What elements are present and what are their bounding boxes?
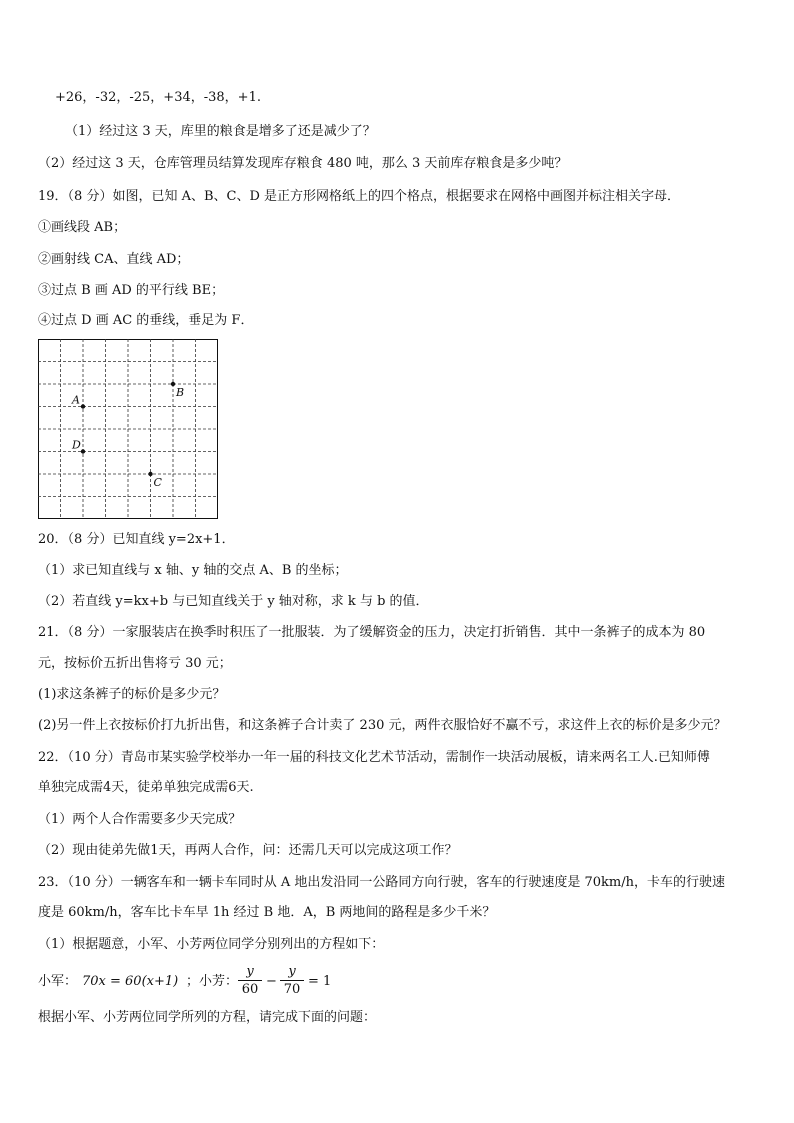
question-23-cont: 度是 60km/h，客车比卡车早 1h 经过 B 地．A，B 两地间的路程是多少千米？ <box>38 905 496 920</box>
grid-point-d <box>81 449 85 453</box>
question-21: 21．（8 分）一家服装店在换季时积压了一批服装．为了缓解资金的压力，决定打折销售．其中一条裤子的成本为 80 <box>38 625 706 640</box>
grid-point-label-c: C <box>153 476 162 489</box>
question-22: 22．（10 分）青岛市某实验学校举办一年一届的科技文化艺术节活动，需制作一块活动展板，请来两名工人.已知师傅 <box>38 750 710 765</box>
question-19-step-4: ④过点 D 画 AC 的垂线，垂足为 F． <box>38 313 254 328</box>
grid-point-label-a: A <box>72 393 80 407</box>
question-20-1: （1）求已知直线与 x 轴、y 轴的交点 A、B 的坐标； <box>38 563 348 578</box>
xiaofang-label: ；小芳： <box>186 974 239 989</box>
question-19-step-1: ①画线段 AB； <box>38 220 127 235</box>
grid-point-label-d: D <box>72 438 81 452</box>
grid-points <box>71 382 184 489</box>
question-22-cont: 单独完成需4天，徒弟单独完成需6天. <box>38 780 254 795</box>
grid-point-label-b: B <box>176 386 185 399</box>
fraction-y-over-70 <box>280 964 304 997</box>
grid-point-b <box>171 382 175 386</box>
question-23: 23．（10 分）一辆客车和一辆卡车同时从 A 地出发沿同一公路同方向行驶，客车的行驶速度是 70km/h，卡车的行驶速 <box>38 875 726 890</box>
question-20-2: （2）若直线 y=kx+b 与已知直线关于 y 轴对称，求 k 与 b 的值． <box>38 594 429 609</box>
question-23-instruction: 根据小军、小芳两位同学所列的方程，请完成下面的问题： <box>38 1010 377 1025</box>
minus-sign: − <box>266 974 277 989</box>
question-21-2: (2)另一件上衣按标价打九折出售，和这条裤子合计卖了 230 元，两件衣服恰好不赢不亏，求这件上衣的标价是多少元？ <box>38 718 727 733</box>
grid-lines <box>38 339 218 519</box>
fraction-2-numerator: y <box>288 964 296 979</box>
line-data: +26，-32，-25，+34，-38，+1. <box>55 90 261 105</box>
grid-svg <box>38 339 218 519</box>
equations-row <box>38 964 438 1004</box>
square-grid-figure <box>38 339 218 519</box>
equals-one: = 1 <box>308 974 332 989</box>
fraction-2-denominator: 70 <box>283 982 301 997</box>
question-22-1: （1）两个人合作需要多少天完成？ <box>38 812 242 827</box>
grid-point-c <box>148 472 152 476</box>
fraction-1-denominator: 60 <box>241 982 259 997</box>
question-18-1: （1）经过这 3 天，库里的粮食是增多了还是减少了？ <box>65 124 376 139</box>
question-21-cont: 元，按标价五折出售将亏 30 元； <box>38 656 232 671</box>
fraction-y-over-60 <box>238 964 262 997</box>
question-18-2: （2）经过这 3 天，仓库管理员结算发现库存粮食 480 吨，那么 3 天前库存粮食是多少吨？ <box>38 156 568 171</box>
question-23-1: （1）根据题意，小军、小芳两位同学分别列出的方程如下： <box>38 937 385 952</box>
question-20: 20．（8 分）已知直线 y=2x+1． <box>38 532 235 547</box>
xiaojun-equation: 70x = 60(x+1) <box>82 974 179 989</box>
fraction-1-bar <box>238 980 262 981</box>
grid-point-a <box>81 404 85 408</box>
question-19-step-2: ②画射线 CA、直线 AD； <box>38 252 190 267</box>
xiaojun-label: 小军： <box>38 974 78 989</box>
question-21-1: (1)求这条裤子的标价是多少元？ <box>38 687 226 702</box>
fraction-1-numerator: y <box>246 964 254 979</box>
question-19-step-3: ③过点 B 画 AD 的平行线 BE； <box>38 283 225 298</box>
question-22-2: （2）现由徒弟先做1天，再两人合作，问：还需几天可以完成这项工作？ <box>38 843 458 858</box>
fraction-2-bar <box>280 980 304 981</box>
question-19: 19．（8 分）如图，已知 A、B、C、D 是正方形网格纸上的四个格点，根据要求在网格中画图并标注相关字母． <box>38 189 681 204</box>
